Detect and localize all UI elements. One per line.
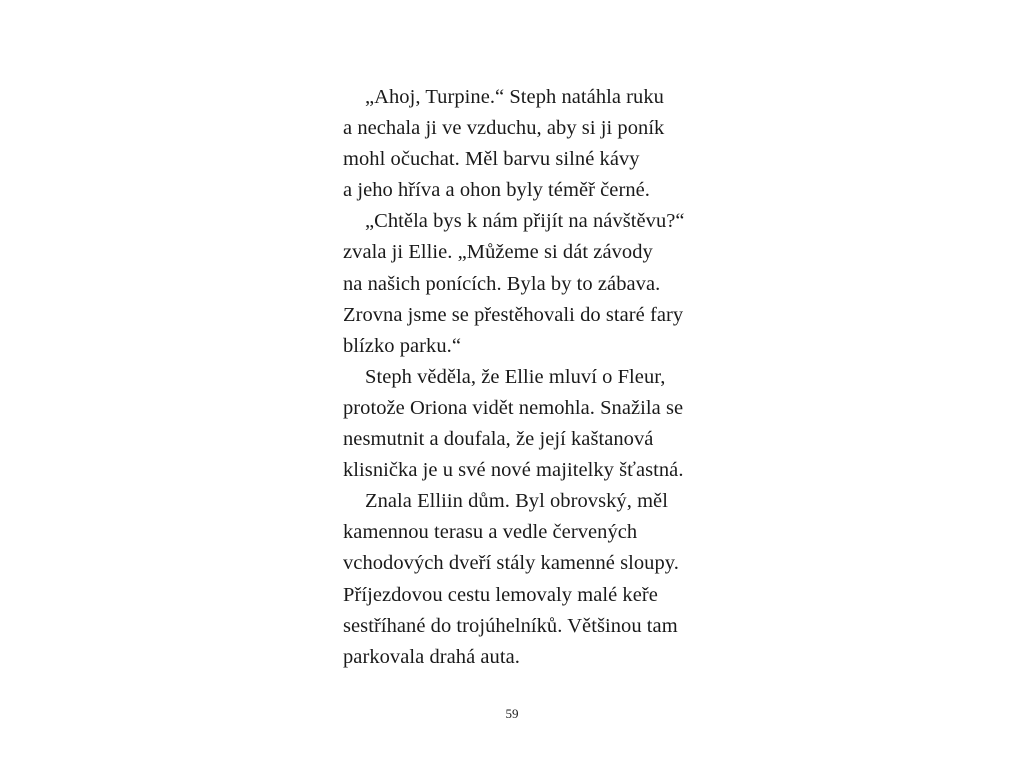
- text-line: Steph věděla, že Ellie mluví o Fleur,: [365, 365, 666, 388]
- text-line: klisnička je u své nové majitelky šťastná.: [343, 459, 684, 482]
- text-line: mohl očuchat. Měl barvu silné kávy: [343, 148, 640, 171]
- text-line: vchodových dveří stály kamenné sloupy.: [343, 552, 679, 575]
- text-line: a nechala ji ve vzduchu, aby si ji poník: [343, 117, 665, 140]
- text-line: a jeho hříva a ohon byly téměř černé.: [343, 179, 650, 202]
- text-line: sestříhané do trojúhelníků. Většinou tam: [343, 614, 678, 637]
- text-line: Znala Elliin dům. Byl obrovský, měl: [365, 490, 668, 513]
- text-line: blízko parku.“: [343, 334, 461, 357]
- text-line: nesmutnit a doufala, že její kaštanová: [343, 428, 654, 451]
- text-line: na našich ponících. Byla by to zábava.: [343, 272, 661, 295]
- text-line: Příjezdovou cestu lemovaly malé keře: [343, 583, 658, 606]
- text-line: Zrovna jsme se přestěhovali do staré fary: [343, 303, 684, 326]
- text-line: protože Oriona vidět nemohla. Snažila se: [343, 396, 684, 419]
- text-line: „Ahoj, Turpine.“ Steph natáhla ruku: [365, 86, 664, 108]
- text-line: „Chtěla bys k nám přijít na návštěvu?“: [365, 210, 685, 233]
- body-text: [343, 82, 763, 673]
- text-line: parkovala drahá auta.: [343, 645, 520, 668]
- text-line: zvala ji Ellie. „Můžeme si dát závody: [343, 241, 653, 264]
- page-number: 59: [505, 706, 519, 721]
- text-line: kamennou terasu a vedle červených: [343, 521, 638, 544]
